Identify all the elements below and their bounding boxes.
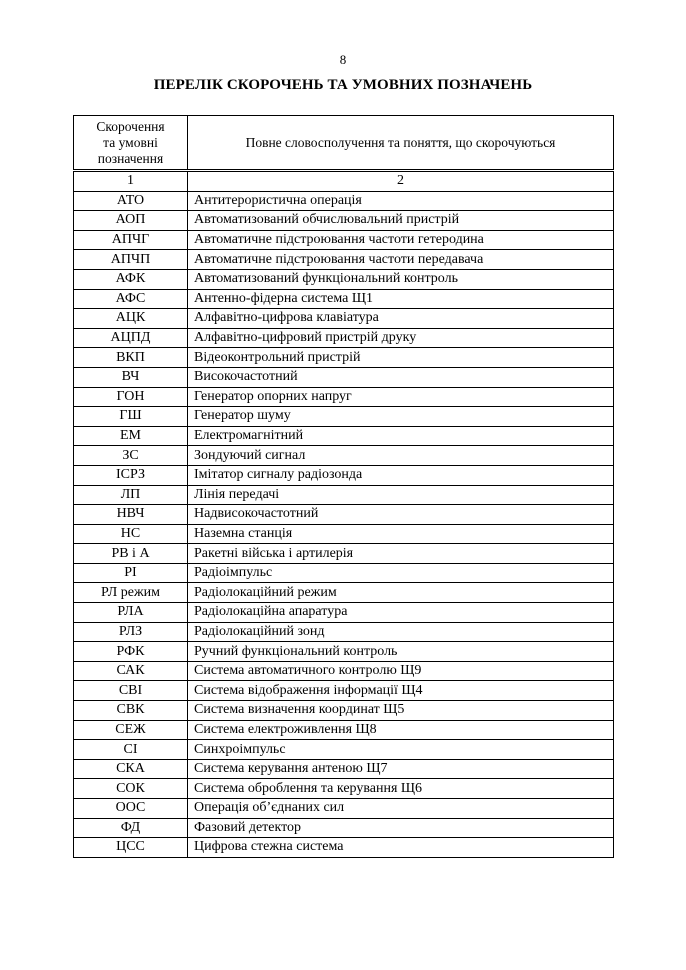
full-term-cell: Імітатор сигналу радіозонда — [188, 465, 614, 485]
full-term-cell: Система визначення координат Щ5 — [188, 701, 614, 721]
abbreviation-cell: РВ і А — [74, 544, 188, 564]
table-row — [74, 407, 614, 427]
full-term-cell: Радіолокаційний зонд — [188, 622, 614, 642]
table-row — [74, 230, 614, 250]
abbreviation-cell: АПЧП — [74, 250, 188, 270]
table-row — [74, 269, 614, 289]
table-row — [74, 759, 614, 779]
abbreviation-cell: ЛП — [74, 485, 188, 505]
abbreviation-cell: ГШ — [74, 407, 188, 427]
abbreviation-cell: СОК — [74, 779, 188, 799]
abbreviation-cell: АФС — [74, 289, 188, 309]
abbreviation-cell: ГОН — [74, 387, 188, 407]
abbreviation-cell: РІ — [74, 563, 188, 583]
abbreviation-cell: ВЧ — [74, 367, 188, 387]
table-row — [74, 563, 614, 583]
column-number-2: 2 — [188, 172, 614, 192]
table-row — [74, 289, 614, 309]
full-term-cell: Автоматизований функціональний контроль — [188, 269, 614, 289]
abbreviation-cell: АЦК — [74, 309, 188, 329]
table-row — [74, 465, 614, 485]
table-row — [74, 191, 614, 211]
full-term-cell: Система автоматичного контролю Щ9 — [188, 661, 614, 681]
header-abbr-cell — [74, 116, 188, 170]
column-number-1: 1 — [74, 172, 188, 192]
abbreviation-cell: РЛЗ — [74, 622, 188, 642]
full-term-cell: Алфавітно-цифровий пристрій друку — [188, 328, 614, 348]
full-term-cell: Система оброблення та керування Щ6 — [188, 779, 614, 799]
abbreviation-cell: ЗС — [74, 446, 188, 466]
full-term-cell: Система відображення інформації Щ4 — [188, 681, 614, 701]
table-row — [74, 367, 614, 387]
full-term-cell: Алфавітно-цифрова клавіатура — [188, 309, 614, 329]
table-row — [74, 681, 614, 701]
table-row — [74, 348, 614, 368]
header-full-cell: Повне словосполучення та поняття, що скорочуються — [188, 116, 614, 170]
full-term-cell: Наземна станція — [188, 524, 614, 544]
abbreviation-cell: САК — [74, 661, 188, 681]
table-row — [74, 583, 614, 603]
abbreviation-cell: ІСРЗ — [74, 465, 188, 485]
abbreviation-cell: АФК — [74, 269, 188, 289]
table-row — [74, 720, 614, 740]
table-row — [74, 622, 614, 642]
full-term-cell: Антенно-фідерна система Щ1 — [188, 289, 614, 309]
full-term-cell: Надвисокочастотний — [188, 505, 614, 525]
table-row — [74, 328, 614, 348]
full-term-cell: Лінія передачі — [188, 485, 614, 505]
table-row — [74, 779, 614, 799]
full-term-cell: Ручний функціональний контроль — [188, 642, 614, 662]
abbreviation-cell: ВКП — [74, 348, 188, 368]
full-term-cell: Автоматизований обчислювальний пристрій — [188, 211, 614, 231]
header-abbr-line-2: та умовні — [103, 134, 158, 150]
abbreviation-cell: ЦСС — [74, 838, 188, 858]
column-number-row — [74, 172, 614, 192]
table-row — [74, 446, 614, 466]
full-term-cell: Зондуючий сигнал — [188, 446, 614, 466]
table-row — [74, 701, 614, 721]
abbreviation-cell: АТО — [74, 191, 188, 211]
full-term-cell: Генератор шуму — [188, 407, 614, 427]
full-term-cell: Ракетні війська і артилерія — [188, 544, 614, 564]
abbreviation-cell: СВІ — [74, 681, 188, 701]
table-row — [74, 799, 614, 819]
full-term-cell: Операція об’єднаних сил — [188, 799, 614, 819]
full-term-cell: Електромагнітний — [188, 426, 614, 446]
full-term-cell: Радіолокаційний режим — [188, 583, 614, 603]
full-term-cell: Автоматичне підстроювання частоти передавача — [188, 250, 614, 270]
table-row — [74, 818, 614, 838]
table-row — [74, 740, 614, 760]
abbreviation-cell: РЛ режим — [74, 583, 188, 603]
table-row — [74, 211, 614, 231]
table-row — [74, 387, 614, 407]
full-term-cell: Генератор опорних напруг — [188, 387, 614, 407]
table-row — [74, 485, 614, 505]
abbreviation-cell: РФК — [74, 642, 188, 662]
header-abbr-line-1: Скорочення — [96, 118, 165, 134]
table-row — [74, 603, 614, 623]
full-term-cell: Система керування антеною Щ7 — [188, 759, 614, 779]
table-row — [74, 661, 614, 681]
abbreviation-cell: НВЧ — [74, 505, 188, 525]
table-row — [74, 524, 614, 544]
full-term-cell: Високочастотний — [188, 367, 614, 387]
full-term-cell: Антитерористична операція — [188, 191, 614, 211]
header-row — [74, 116, 614, 170]
full-term-cell: Радіоімпульс — [188, 563, 614, 583]
abbreviations-table-header — [73, 115, 614, 170]
table-row — [74, 838, 614, 858]
abbreviation-cell: НС — [74, 524, 188, 544]
abbreviation-cell: ФД — [74, 818, 188, 838]
full-term-cell: Синхроімпульс — [188, 740, 614, 760]
full-term-cell: Цифрова стежна система — [188, 838, 614, 858]
table-row — [74, 642, 614, 662]
abbreviation-cell: АЦПД — [74, 328, 188, 348]
abbreviations-table-body — [74, 172, 614, 858]
abbreviation-cell: ЕМ — [74, 426, 188, 446]
abbreviation-cell: АПЧГ — [74, 230, 188, 250]
full-term-cell: Система електроживлення Щ8 — [188, 720, 614, 740]
abbreviation-cell: СКА — [74, 759, 188, 779]
full-term-cell: Автоматичне підстроювання частоти гетеродина — [188, 230, 614, 250]
abbreviation-cell: СЕЖ — [74, 720, 188, 740]
page-number: 8 — [339, 52, 347, 67]
full-term-cell: Радіолокаційна апаратура — [188, 603, 614, 623]
abbreviation-cell: РЛА — [74, 603, 188, 623]
table-row — [74, 250, 614, 270]
page-title: ПЕРЕЛІК СКОРОЧЕНЬ ТА УМОВНИХ ПОЗНАЧЕНЬ — [153, 77, 533, 93]
table-row — [74, 426, 614, 446]
abbreviation-cell: ООС — [74, 799, 188, 819]
header-abbr-line-3: позначення — [97, 150, 164, 166]
table-row — [74, 309, 614, 329]
table-row — [74, 505, 614, 525]
abbreviation-cell: АОП — [74, 211, 188, 231]
full-term-cell: Фазовий детектор — [188, 818, 614, 838]
abbreviations-table — [73, 171, 614, 858]
table-row — [74, 544, 614, 564]
abbreviation-cell: СВК — [74, 701, 188, 721]
full-term-cell: Відеоконтрольний пристрій — [188, 348, 614, 368]
abbreviation-cell: СІ — [74, 740, 188, 760]
